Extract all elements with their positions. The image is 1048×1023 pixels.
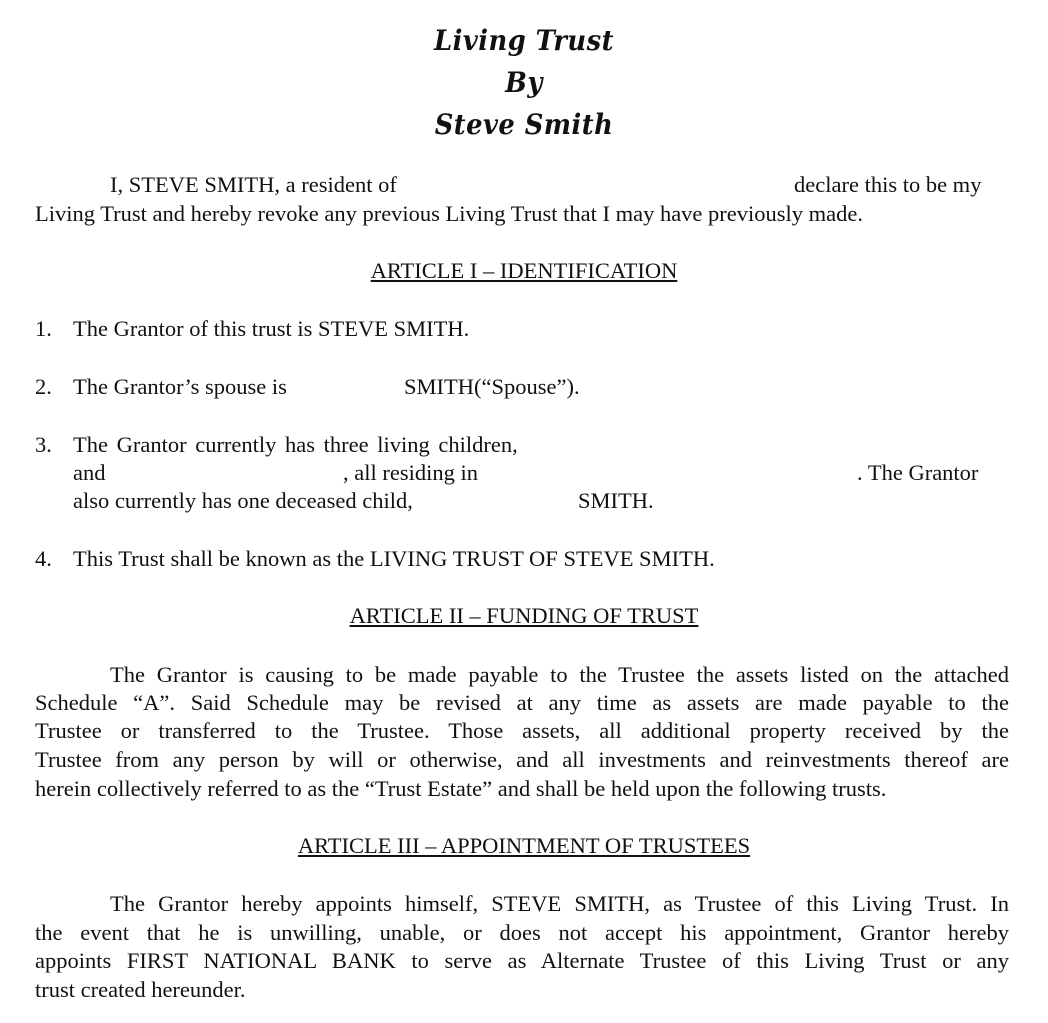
article2-line-3: Trustee or transferred to the Trustee. Those assets, all additional property received by the bbox=[35, 718, 1009, 743]
intro-line-1a: I, STEVE SMITH, a resident of bbox=[110, 172, 397, 197]
item3-line-2c: . The Grantor bbox=[857, 460, 979, 485]
article3-heading: ARTICLE III – APPOINTMENT OF TRUSTEES bbox=[297, 833, 751, 858]
article1-heading: ARTICLE I – IDENTIFICATION bbox=[370, 258, 678, 283]
item2-text-a: The Grantor’s spouse is bbox=[73, 374, 287, 399]
item2-number: 2. bbox=[35, 374, 52, 399]
title-line-1: Living Trust bbox=[434, 24, 614, 57]
article2-line-2: Schedule “A”. Said Schedule may be revised at any time as assets are made payable to the bbox=[35, 690, 1009, 715]
item1-number: 1. bbox=[35, 316, 52, 341]
article3-line-4: trust created hereunder. bbox=[35, 977, 246, 1002]
item3-line-3a: also currently has one deceased child, bbox=[73, 488, 413, 513]
item3-line-3b: SMITH. bbox=[578, 488, 654, 513]
article3-line-2: the event that he is unwilling, unable, or does not accept his appointment, Grantor hereby bbox=[35, 920, 1009, 945]
intro-line-2: Living Trust and hereby revoke any previous Living Trust that I may have previously made. bbox=[35, 201, 864, 226]
title-line-2: By bbox=[505, 66, 543, 99]
item3-line-2a: and bbox=[73, 460, 106, 485]
article3-line-1: The Grantor hereby appoints himself, STEVE SMITH, as Trustee of this Living Trust. In bbox=[110, 891, 1009, 916]
item3-line-1: The Grantor currently has three living children, bbox=[73, 432, 518, 457]
item1-text: The Grantor of this trust is STEVE SMITH. bbox=[73, 316, 470, 341]
item3-number: 3. bbox=[35, 432, 52, 457]
item2-text-b: SMITH(“Spouse”). bbox=[404, 374, 580, 399]
item3-line-2b: , all residing in bbox=[343, 460, 478, 485]
title-line-3: Steve Smith bbox=[434, 108, 614, 141]
article2-line-4: Trustee from any person by will or otherwise, and all investments and reinvestments thereof are bbox=[35, 747, 1009, 772]
item4-text: This Trust shall be known as the LIVING TRUST OF STEVE SMITH. bbox=[73, 546, 715, 571]
article3-line-3: appoints FIRST NATIONAL BANK to serve as Alternate Trustee of this Living Trust or any bbox=[35, 948, 1009, 973]
intro-line-1b: declare this to be my bbox=[794, 172, 982, 197]
article2-heading: ARTICLE II – FUNDING OF TRUST bbox=[349, 603, 699, 628]
article2-line-1: The Grantor is causing to be made payable to the Trustee the assets listed on the attached bbox=[110, 662, 1009, 687]
article2-line-5: herein collectively referred to as the “Trust Estate” and shall be held upon the following trusts. bbox=[35, 776, 887, 801]
item4-number: 4. bbox=[35, 546, 52, 571]
